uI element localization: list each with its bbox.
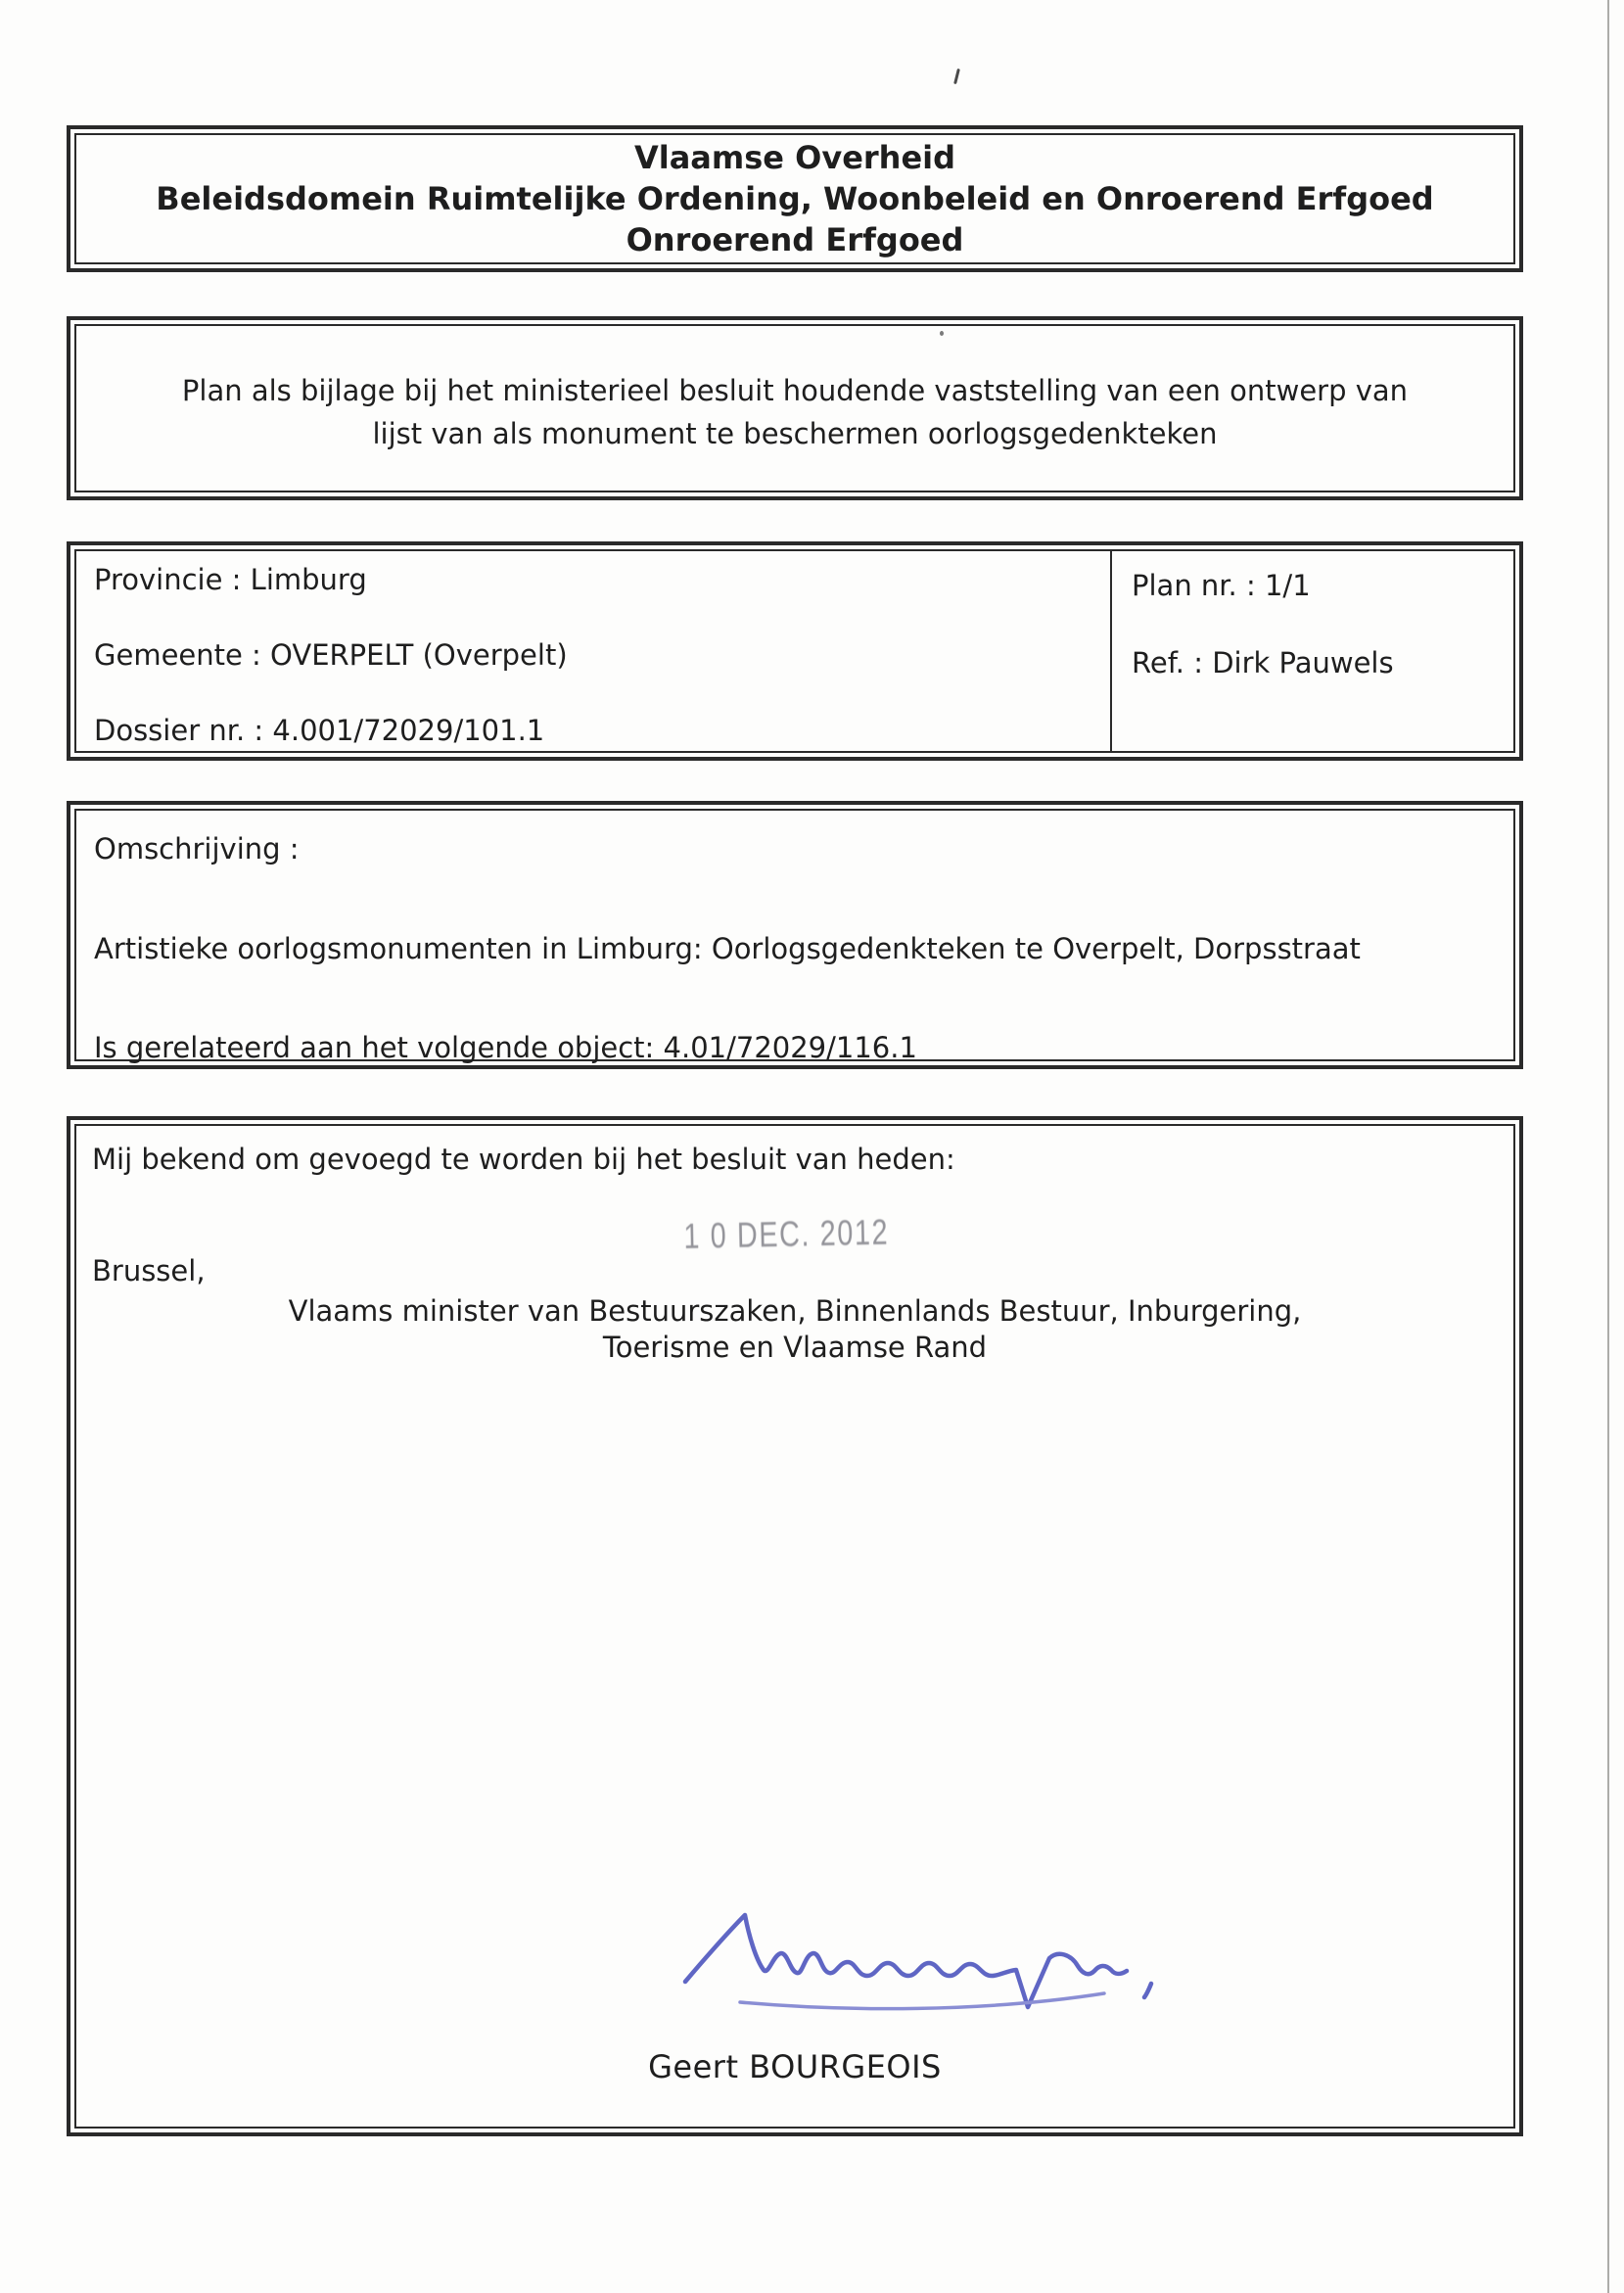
handwritten-signature xyxy=(662,1893,1171,2039)
description-text: Artistieke oorlogsmonumenten in Limburg: Oorlogsgedenkteken te Overpelt, Dorpsstraat xyxy=(94,932,1361,965)
letterhead-box xyxy=(67,125,1523,272)
related-object-text: Is gerelateerd aan het volgende object: 4.01/72029/116.1 xyxy=(94,1031,917,1064)
signatory-name: Geert BOURGEOIS xyxy=(648,2048,942,2085)
plan-number-field: Plan nr. : 1/1 xyxy=(1132,569,1311,602)
minister-title-line-1: Vlaams minister van Bestuurszaken, Binnenlands Bestuur, Inburgering, xyxy=(288,1294,1302,1328)
letterhead-line-agency: Onroerend Erfgoed xyxy=(626,221,964,258)
scan-speck-mark xyxy=(953,69,960,84)
place-label: Brussel, xyxy=(92,1254,206,1287)
minister-title-line-2: Toerisme en Vlaamse Rand xyxy=(602,1331,988,1364)
plan-statement-line-1: Plan als bijlage bij het ministerieel besluit houdende vaststelling van een ontwerp van xyxy=(181,374,1409,407)
plan-statement-line-2: lijst van als monument te beschermen oorlogsgedenkteken xyxy=(372,417,1218,450)
municipality-field: Gemeente : OVERPELT (Overpelt) xyxy=(94,638,568,672)
dossier-info-box xyxy=(67,541,1523,761)
letterhead-line-policy-domain: Beleidsdomein Ruimtelijke Ordening, Woonbeleid en Onroerend Erfgoed xyxy=(156,180,1434,217)
signature-block-box xyxy=(67,1116,1523,2136)
letterhead-line-authority: Vlaamse Overheid xyxy=(633,139,956,176)
dossier-number-field: Dossier nr. : 4.001/72029/101.1 xyxy=(94,714,545,747)
province-field: Provincie : Limburg xyxy=(94,563,367,596)
attestation-statement: Mij bekend om gevoegd te worden bij het besluit van heden: xyxy=(92,1143,955,1176)
date-stamp: 1 0 DEC. 2012 xyxy=(683,1211,890,1256)
dossier-info-right-column xyxy=(1112,551,1513,725)
reference-field: Ref. : Dirk Pauwels xyxy=(1132,646,1394,679)
description-label: Omschrijving : xyxy=(94,832,300,866)
plan-statement-box xyxy=(67,316,1523,500)
description-box xyxy=(67,801,1523,1069)
scan-edge-line xyxy=(1607,0,1609,2293)
